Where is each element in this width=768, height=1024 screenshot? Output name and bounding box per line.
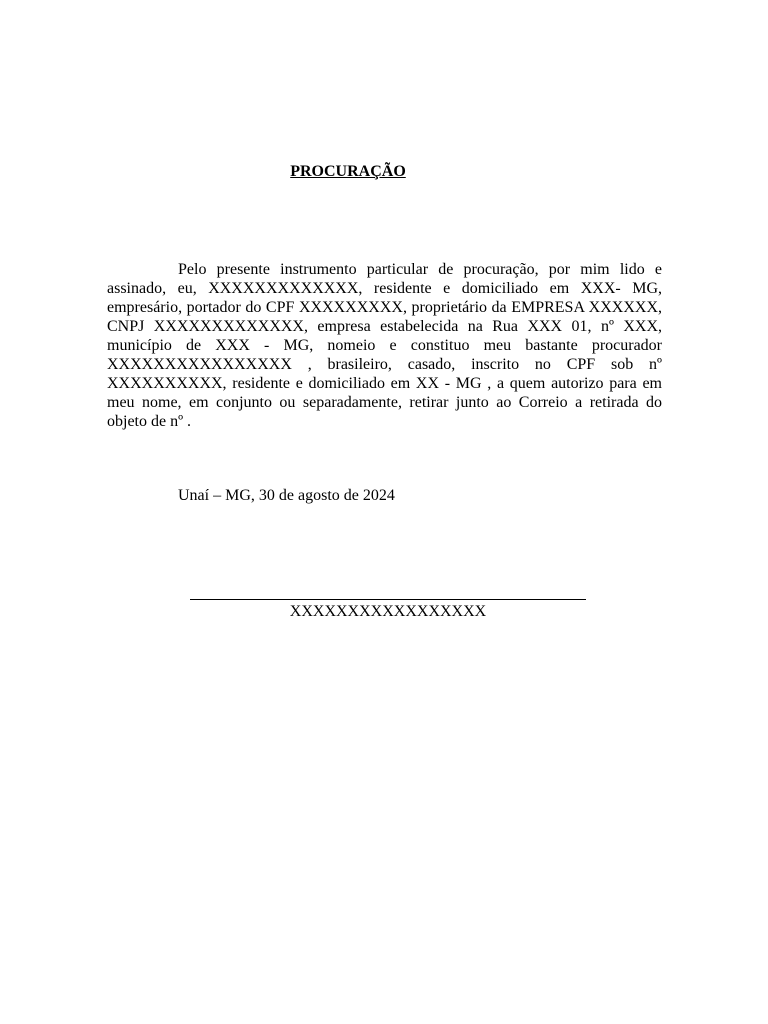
signature-name: XXXXXXXXXXXXXXXXX [289, 603, 487, 620]
document-body-paragraph: Pelo presente instrumento particular de procuração, por mim lido e assinado, eu, XXXXXXXXXXXXX, residente e domiciliado em XXX- MG, empresário, portador do CPF XXXXXXXXX, proprietário da EMPRESA XXXXXX, CNPJ XXXXXXXXXXXXX, empresa estabelecida na Rua XXX 01, nº XXX, município de XXX - MG, nomeio e constituo meu bastante procurador XXXXXXXXXXXXXXXX , brasileiro, casado, inscrito no CPF sob nº XXXXXXXXXX, residente e domiciliado em XX - MG , a quem autorizo para em meu nome, em conjunto ou separadamente, retirar junto ao Correio a retirada do objeto de nº . [107, 261, 662, 430]
date-location-line: Unaí – MG, 30 de agosto de 2024 [178, 487, 395, 504]
document-title: PROCURAÇÃO [290, 163, 406, 180]
signature-line [190, 599, 586, 600]
